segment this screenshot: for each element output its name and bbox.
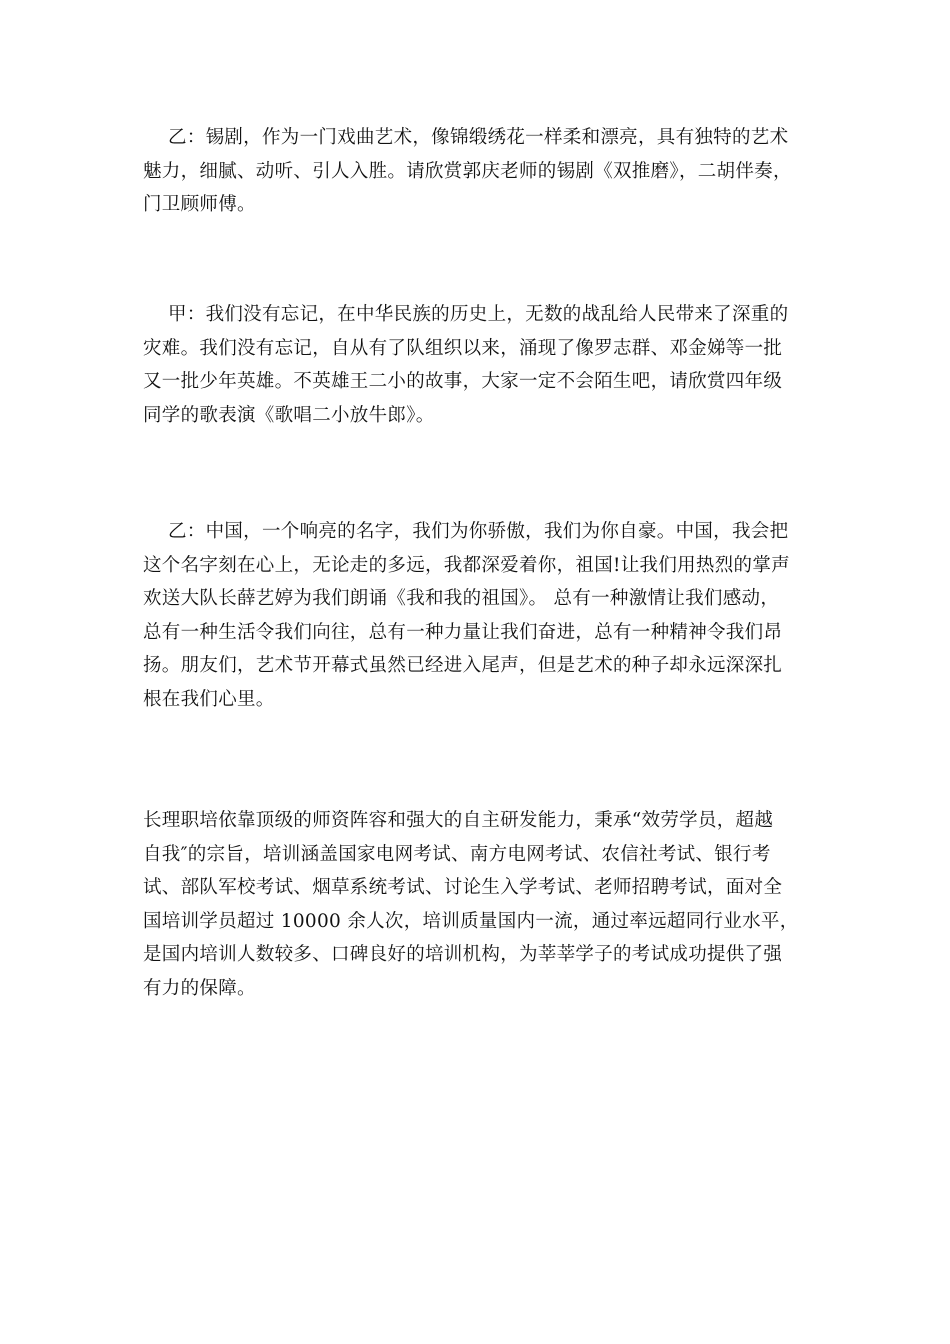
paragraph-training-ad — [143, 804, 809, 1005]
text-line: 这个名字刻在心上，无论走的多远，我都深爱着你，祖国!让我们用热烈的掌声 — [143, 554, 790, 576]
text-line: 又一批少年英雄。不英雄王二小的故事，大家一定不会陌生吧，请欣赏四年级 — [143, 371, 783, 392]
paragraph-xiju-intro — [143, 121, 809, 222]
text-line: 国培训学员超过 10000 余人次，培训质量国内一流，通过率远超同行业水平， — [143, 910, 799, 932]
paragraph-motherland-recital — [143, 515, 809, 716]
text-line: 乙：中国，一个响亮的名字，我们为你骄傲，我们为你自豪。中国，我会把 — [143, 521, 789, 542]
text-line: 欢送大队长薛艺婷为我们朗诵《我和我的祖国》。 总有一种激情让我们感动， — [143, 588, 780, 609]
text-line: 试、部队军校考试、烟草系统考试、讨论生入学考试、老师招聘考试，面对全 — [143, 877, 783, 898]
text-line: 长理职培依靠顶级的师资阵容和强大的自主研发能力，秉承“效劳学员，超越 — [143, 810, 774, 831]
paragraph-heroes-intro — [143, 298, 809, 432]
text-line: 扬。朋友们，艺术节开幕式虽然已经进入尾声，但是艺术的种子却永远深深扎 — [143, 655, 783, 676]
text-line: 灾难。我们没有忘记，自从有了队组织以来，涌现了像罗志群、邓金娣等一批 — [143, 337, 783, 359]
text-line: 同学的歌表演《歌唱二小放牛郎》。 — [143, 404, 435, 426]
text-line: 门卫顾师傅。 — [143, 194, 256, 215]
text-line: 有力的保障。 — [143, 977, 256, 999]
text-line: 总有一种生活令我们向往，总有一种力量让我们奋进，总有一种精神令我们昂 — [143, 621, 783, 643]
text-line: 是国内培训人数较多、口碑良好的培训机构，为莘莘学子的考试成功提供了强 — [143, 944, 783, 965]
text-line: 根在我们心里。 — [143, 688, 275, 710]
text-line: 自我″的宗旨，培训涵盖国家电网考试、南方电网考试、农信社考试、银行考 — [143, 843, 771, 865]
text-line: 乙：锡剧，作为一门戏曲艺术，像锦缎绣花一样柔和漂亮，具有独特的艺术 — [143, 127, 789, 148]
text-line: 魅力，细腻、动听、引人入胜。请欣赏郭庆老师的锡剧《双推磨》，二胡伴奏， — [143, 160, 792, 182]
text-line: 甲：我们没有忘记，在中华民族的历史上，无数的战乱给人民带来了深重的 — [143, 304, 789, 325]
